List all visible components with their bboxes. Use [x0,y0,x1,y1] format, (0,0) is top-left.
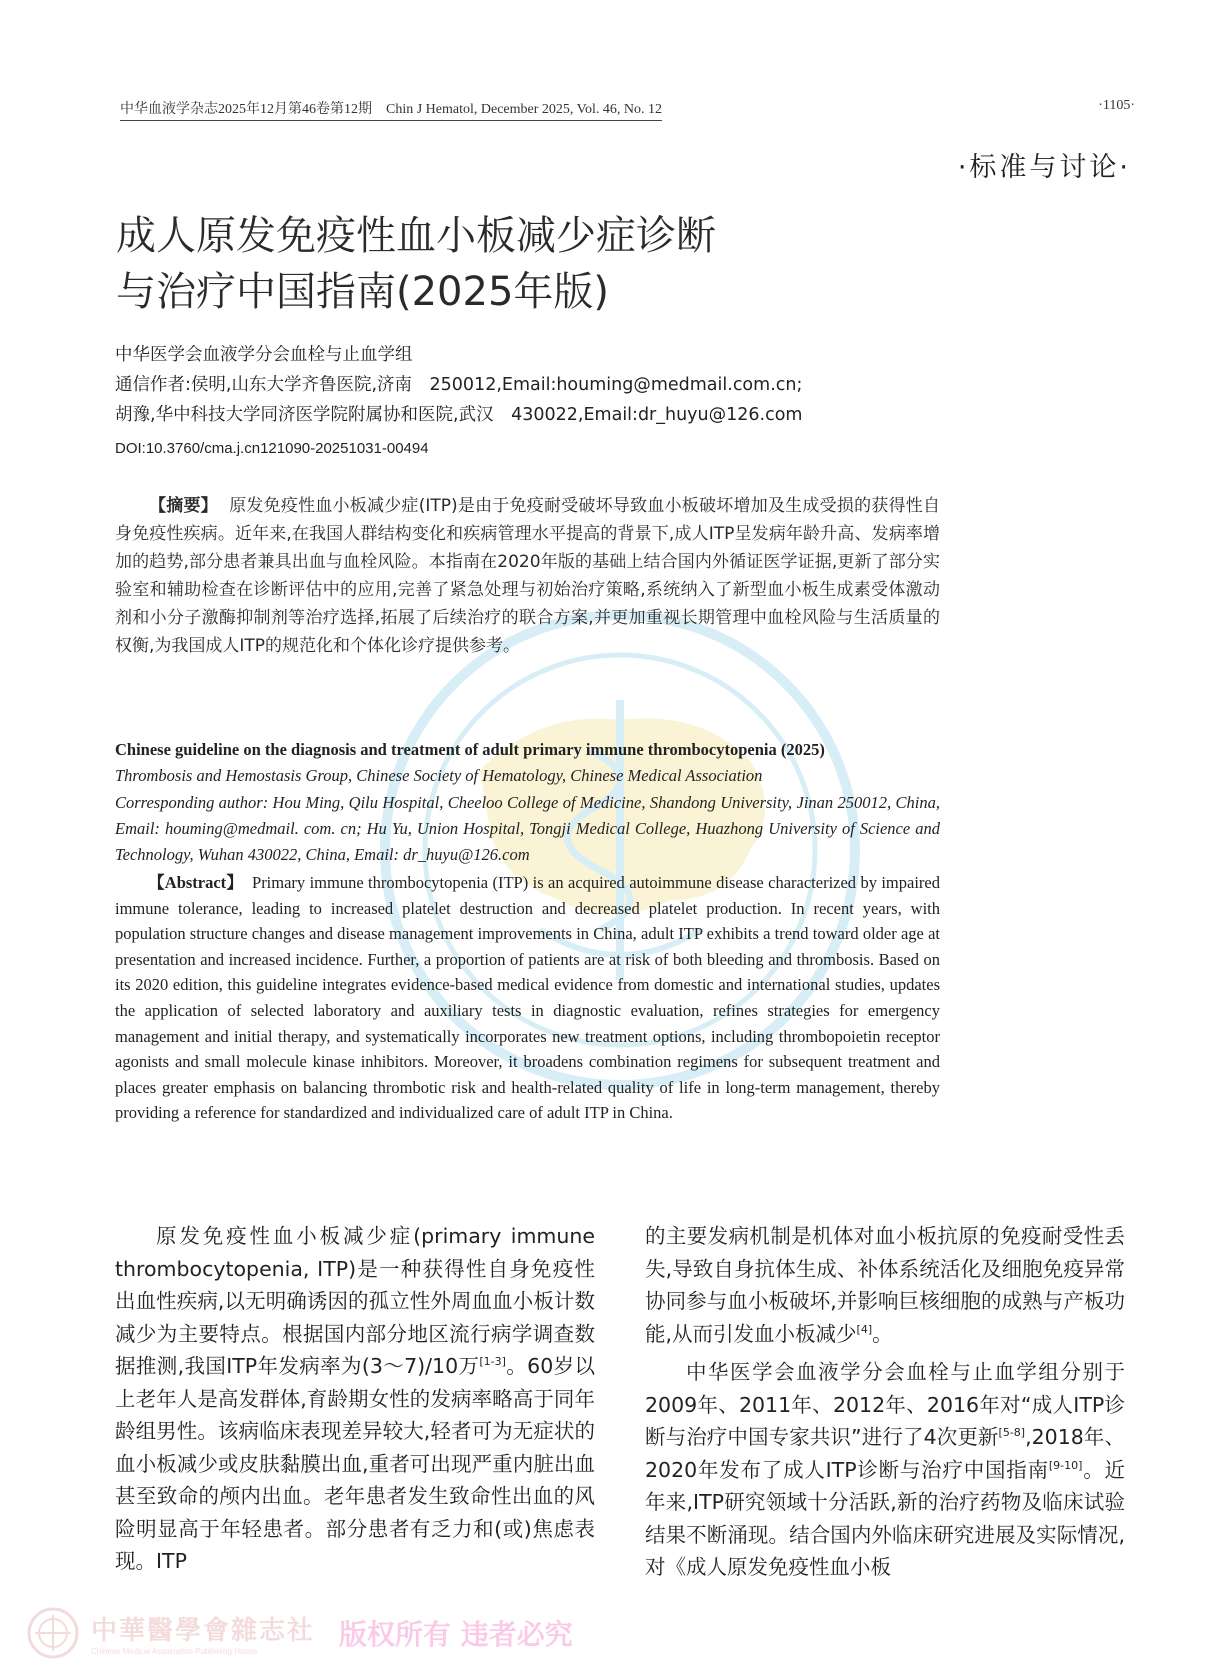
copyright-notice: 版权所有 违者必究 [339,1618,573,1651]
doi: DOI:10.3760/cma.j.cn121090-20251031-00494 [115,440,429,457]
body-text: 。近年来,ITP研究领域十分活跃,新的治疗药物及临床试验结果不断涌现。结合国内外临床研究进展及实际情况,对《成人原发免疫性血小板 [645,1457,1125,1579]
citation-ref: [4] [856,1322,873,1336]
title-line-1: 成人原发免疫性血小板减少症诊断 [116,213,716,259]
body-column-right [645,1220,1125,1584]
body-text: 原发免疫性血小板减少症(primary immune thrombocytopenia, ITP)是一种获得性自身免疫性出血性疾病,以无明确诱因的孤立性外周血血小板计数减少为主要特点。根据国内部分地区流行病学调查数据推测,我国ITP年发病率为(3～7)/10万 [115,1224,595,1378]
corresponding-author-2: 胡豫,华中科技大学同济医学院附属协和医院,武汉 430022,Email:dr_huyu@126.com [115,405,803,425]
abstract-chinese [115,492,940,660]
publisher-name: 中華醫學會雜志社 [91,1616,316,1646]
publisher-name-en: Chinese Medical Association Publishing House [91,1647,258,1656]
article-title [116,208,716,320]
running-head: 中华血液学杂志2025年12月第46卷第12期 Chin J Hematol, December 2025, Vol. 46, No. 12 [120,98,662,121]
citation-ref: [9-10] [1048,1458,1083,1472]
section-label: ·标准与讨论· [957,152,1131,183]
author-group: 中华医学会血液学分会血栓与止血学组 [115,345,413,365]
citation-ref: [1-3] [479,1355,506,1369]
title-line-2: 与治疗中国指南(2025年版) [116,269,610,315]
body-text: 中华医学会血液学分会血栓与止血学组分别于2009年、2011年、2012年、2016年对“成人ITP诊断与治疗中国专家共识”进行了4次更新 [645,1360,1125,1449]
publisher-watermark [25,1605,573,1661]
body-paragraph [645,1356,1125,1584]
body-text: ,2018年、2020年发布了成人ITP诊断与治疗中国指南 [645,1425,1126,1482]
citation-ref: [5-8] [998,1426,1026,1440]
publisher-logo-icon [25,1605,81,1661]
body-text: 的主要发病机制是机体对血小板抗原的免疫耐受性丢失,导致自身抗体生成、补体系统活化及细胞免疫异常协同参与血小板破坏,并影响巨核细胞的成熟与产板功能,从而引发血小板减少 [645,1224,1125,1346]
english-author-group: Thrombosis and Hemostasis Group, Chinese Society of Hematology, Chinese Medical Association [115,766,763,785]
abstract-label-cn: 【摘要】 [149,496,218,516]
abstract-text-cn: 原发免疫性血小板减少症(ITP)是由于免疫耐受破坏导致血小板破坏增加及生成受损的获得性自身免疫性疾病。近年来,在我国人群结构变化和疾病管理水平提高的背景下,成人ITP呈发病年龄升高、发病率增加的趋势,部分患者兼具出血与血栓风险。本指南在2020年版的基础上结合国内外循证医学证据,更新了部分实验室和辅助检查在诊断评估中的应用,完善了紧急处理与初始治疗策略,系统纳入了新型血小板生成素受体激动剂和小分子激酶抑制剂等治疗选择,拓展了后续治疗的联合方案,并更加重视长期管理中血栓风险与生活质量的权衡,为我国成人ITP的规范化和个体化诊疗提供参考。 [115,496,940,656]
body-paragraph [645,1220,1125,1350]
english-title: Chinese guideline on the diagnosis and treatment of adult primary immune thrombocytopenia (2025) [115,740,825,759]
abstract-label-en: 【Abstract】 [148,873,244,892]
page-number: ·1105· [1098,98,1135,113]
body-column-left [115,1220,595,1578]
body-text: 。60岁以上老年人是高发群体,育龄期女性的发病率略高于同年龄组男性。该病临床表现差异较大,轻者可为无症状的血小板减少或皮肤黏膜出血,重者可出现严重内脏出血甚至致命的颅内出血。老年患者发生致命性出血的风险明显高于年轻患者。部分患者有乏力和(或)焦虑表现。ITP [115,1354,595,1573]
author-block [115,340,802,430]
english-corresponding-author: Corresponding author: Hou Ming, Qilu Hospital, Cheeloo College of Medicine, Shandong University, Jinan 250012, China, Email: houming@medmail. com. cn; Hu Yu, Union Hospital, Tongji Medical College, Huazhong University of Science and Technology, Wuhan 430022, China, Email: dr_huyu@126.com [115,793,940,864]
corresponding-author-1: 通信作者:侯明,山东大学齐鲁医院,济南 250012,Email:houming@medmail.com.cn; [115,375,803,395]
abstract-text-en: Primary immune thrombocytopenia (ITP) is an acquired autoimmune disease characterized by impaired immune tolerance, leading to increased platelet destruction and decreased platelet production. In recent years, with population structure changes and disease management improvements in China, adult ITP exhibits a trend toward older age at presentation and increased incidence. Further, a proportion of patients are at risk of both bleeding and thrombosis. Based on its 2020 edition, this guideline integrates evidence-based medical evidence from domestic and international studies, updates the application of selected laboratory and auxiliary tests in diagnostic evaluation, refines strategies for emergency management and initial therapy, and systematically incorporates new treatment options, including thrombopoietin receptor agonists and small molecule kinase inhibitors. Moreover, it broadens combination regimens for subsequent treatment and places greater emphasis on balancing thrombotic risk and health-related quality of life in long-term management, thereby providing a reference for standardized and individualized care of adult ITP in China. [115,873,940,1123]
abstract-english [115,870,940,1126]
body-text: 。 [872,1321,893,1346]
body-paragraph [115,1220,595,1578]
